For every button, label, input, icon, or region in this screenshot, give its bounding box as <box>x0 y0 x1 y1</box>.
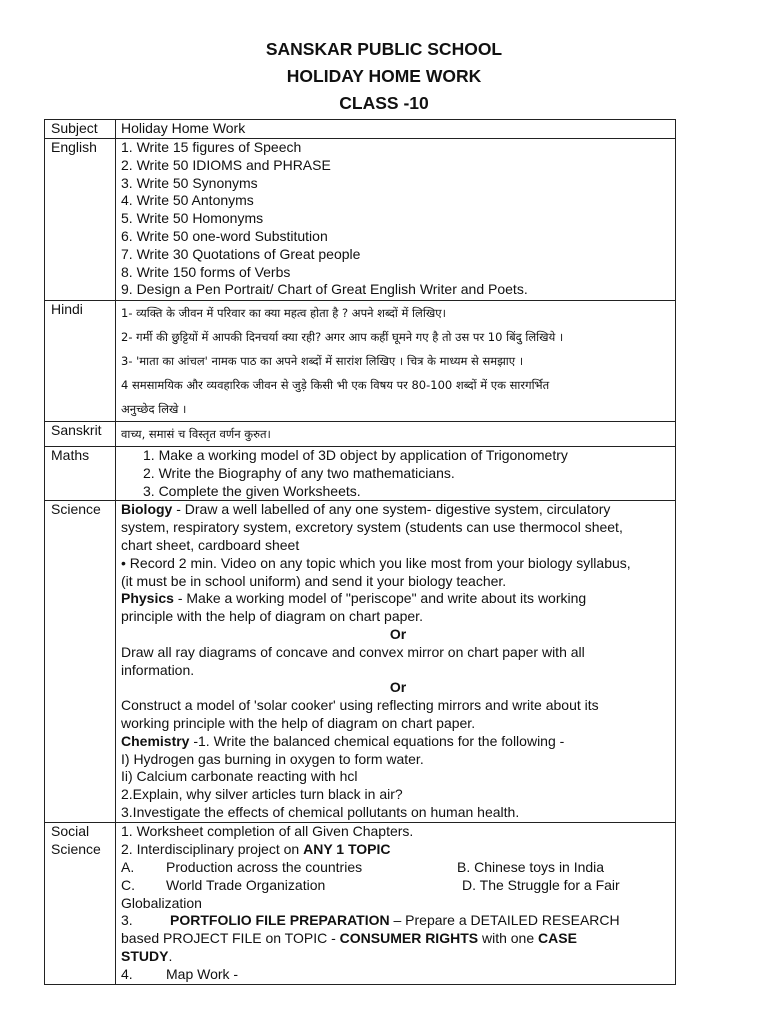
sanskrit-row <box>45 422 676 447</box>
science-work <box>116 501 676 823</box>
social-item: 1. Worksheet completion of all Given Chapters. <box>121 823 414 840</box>
english-item: 1. Write 15 figures of Speech <box>121 139 302 155</box>
class-label: CLASS -10 <box>339 93 429 113</box>
sanskrit-subject: Sanskrit <box>45 422 116 447</box>
sanskrit-work <box>116 422 676 447</box>
english-subject: English <box>45 139 116 301</box>
chemistry-line: 2.Explain, why silver articles turn black in air? <box>121 786 403 803</box>
social-science-row <box>45 823 676 984</box>
subject-column-header: Subject <box>45 120 116 139</box>
chemistry-line: 3.Investigate the effects of chemical pollutants on human health. <box>121 803 520 820</box>
maths-item: 2. Write the Biography of any two mathematicians. <box>143 464 455 481</box>
maths-row <box>45 447 676 501</box>
topic-row: A. Production across the countries B. Chinese toys in India <box>121 858 605 875</box>
record-line: (it must be in school uniform) and send it your biology teacher. <box>121 572 507 589</box>
english-item: 8. Write 150 forms of Verbs <box>121 263 291 280</box>
maths-item: 1. Make a working model of 3D object by application of Trigonometry <box>143 447 568 463</box>
english-row <box>45 139 676 301</box>
page-title: HOLIDAY HOME WORK <box>286 66 482 86</box>
record-line: • Record 2 min. Video on any topic which you like most from your biology syllabus, <box>121 554 631 571</box>
chemistry-line: Chemistry -1. Write the balanced chemical equations for the following - <box>121 732 565 749</box>
social-science-subject: Social Science <box>45 823 116 984</box>
social-science-work <box>116 823 676 984</box>
biology-line: chart sheet, cardboard sheet <box>121 536 300 553</box>
school-name: SANSKAR PUBLIC SCHOOL <box>265 39 503 59</box>
hindi-subject: Hindi <box>45 301 116 422</box>
hindi-row <box>45 301 676 422</box>
social-item: 2. Interdisciplinary project on ANY 1 TOPIC <box>121 841 391 858</box>
hindi-item: 4 समसामयिक और व्यवहारिक जीवन से जुड़े किसी भी एक विषय पर 80-100 शब्दों में एक सारगर्भित <box>121 378 550 392</box>
english-item: 6. Write 50 one-word Substitution <box>121 227 328 244</box>
english-item: 2. Write 50 IDIOMS and PHRASE <box>121 156 331 173</box>
biology-line: system, respiratory system, excretory system (students can use thermocol sheet, <box>121 519 623 536</box>
english-item: 9. Design a Pen Portrait/ Chart of Great English Writer and Poets. <box>121 281 528 298</box>
social-item: based PROJECT FILE on TOPIC - CONSUMER RIGHTS with one CASE <box>121 930 577 947</box>
social-item: STUDY. <box>121 947 173 964</box>
maths-item: 3. Complete the given Worksheets. <box>143 482 361 499</box>
social-item: 3. PORTFOLIO FILE PREPARATION – Prepare a DETAILED RESEARCH <box>121 912 620 929</box>
homework-table <box>44 119 676 985</box>
maths-work <box>116 447 676 501</box>
hindi-item: 2- गर्मी की छुट्टियों में आपकी दिनचर्या क्या रही? अगर आप कहीं घूमने गए है तो उस पर 10 बिंदु लिखिये । <box>121 330 564 344</box>
english-item: 3. Write 50 Synonyms <box>121 174 258 191</box>
topic-continuation: Globalization <box>121 894 202 911</box>
hindi-work <box>116 301 676 422</box>
solar-cooker-line: working principle with the help of diagram on chart paper. <box>121 714 476 731</box>
maths-subject: Maths <box>45 447 116 501</box>
biology-label: Biology <box>121 501 173 518</box>
sanskrit-text: वाच्य, समासं च विस्तृत वर्णन कुरुत। <box>121 427 271 441</box>
work-column-header: Holiday Home Work <box>116 120 676 139</box>
physics-line: Physics - Make a working model of "periscope" and write about its working <box>121 590 587 607</box>
science-subject: Science <box>45 501 116 823</box>
science-row <box>45 501 676 823</box>
hindi-item: अनुच्छेद लिखे । <box>121 402 187 416</box>
chemistry-label: Chemistry <box>121 732 190 749</box>
hindi-item: 1- व्यक्ति के जीवन में परिवार का क्या महत्व होता है ? अपने शब्दों में लिखिए। <box>121 306 446 320</box>
chemistry-line: Ii) Calcium carbonate reacting with hcl <box>121 768 358 785</box>
ray-diagram-line: Draw all ray diagrams of concave and convex mirror on chart paper with all <box>121 643 585 660</box>
social-item: 4. Map Work - <box>121 965 239 982</box>
table-header-row <box>45 120 676 139</box>
biology-line: Biology - Draw a well labelled of any one system- digestive system, circulatory <box>121 501 611 518</box>
hindi-item: 3- 'माता का आंचल' नामक पाठ का अपने शब्दों में सारांश लिखिए । चित्र के माध्यम से समझाए । <box>121 354 524 368</box>
or-separator: Or <box>389 679 407 696</box>
chemistry-line: I) Hydrogen gas burning in oxygen to form water. <box>121 750 424 767</box>
english-item: 7. Write 30 Quotations of Great people <box>121 245 361 262</box>
english-work <box>116 139 676 301</box>
solar-cooker-line: Construct a model of 'solar cooker' using reflecting mirrors and write about its <box>121 697 599 714</box>
physics-label: Physics <box>121 590 174 607</box>
or-separator: Or <box>389 625 407 642</box>
topic-row: C. World Trade Organization D. The Struggle for a Fair <box>121 876 620 893</box>
physics-line: principle with the help of diagram on chart paper. <box>121 608 423 625</box>
english-item: 4. Write 50 Antonyms <box>121 192 254 209</box>
english-item: 5. Write 50 Homonyms <box>121 210 264 227</box>
ray-diagram-line: information. <box>121 661 195 678</box>
